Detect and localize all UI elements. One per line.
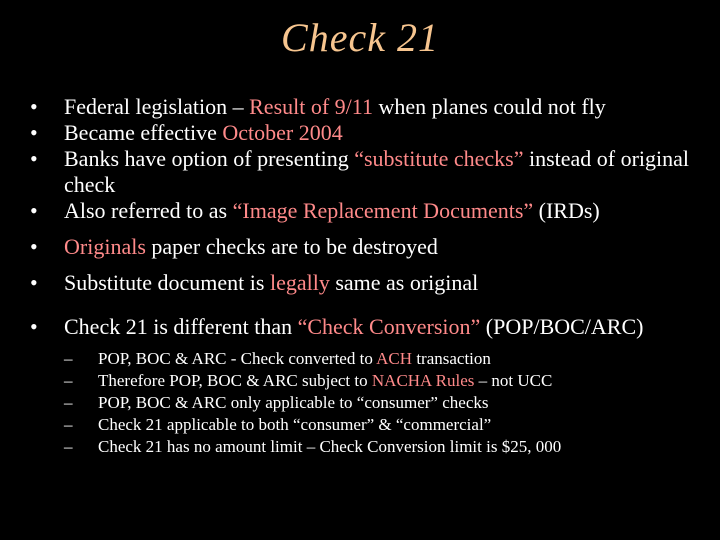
- bullet-item: [30, 120, 710, 146]
- bullet-text: instead of original check: [64, 146, 690, 197]
- bullet-text: Also referred to as: [64, 198, 233, 223]
- sub-bullet-marker: –: [64, 415, 73, 434]
- bullet-item: [30, 198, 710, 224]
- sub-bullet-marker: –: [64, 371, 73, 390]
- sub-bullet-item: [64, 392, 710, 414]
- sub-bullet-marker: –: [64, 393, 73, 412]
- bullet-item: [30, 146, 710, 198]
- sub-bullet-list: [64, 348, 710, 458]
- sub-bullet-text: POP, BOC & ARC - Check converted to: [98, 349, 377, 368]
- bullet-marker: •: [30, 314, 38, 339]
- sub-bullet-item: [64, 436, 710, 458]
- bullet-text: same as original: [329, 270, 479, 295]
- bullet-highlight: Result of 9/11: [249, 94, 373, 119]
- bullet-highlight: October 2004: [222, 120, 343, 145]
- bullet-text: Substitute document is: [64, 270, 270, 295]
- bullet-text: when planes could not fly: [372, 94, 606, 119]
- bullet-text: Became effective: [64, 120, 223, 145]
- sub-bullet-highlight: NACHA Rules: [371, 371, 475, 390]
- sub-bullet-marker: –: [64, 437, 73, 456]
- sub-bullet-text: – not UCC: [474, 371, 553, 390]
- sub-bullet-text: Check 21 has no amount limit – Check Conversion limit is $25, 000: [98, 437, 562, 456]
- bullet-text: paper checks are to be destroyed: [145, 234, 438, 259]
- bullet-highlight: “substitute checks”: [354, 146, 524, 171]
- bullet-highlight: Originals: [64, 234, 146, 259]
- bullet-text: Check 21 is different than: [64, 314, 298, 339]
- sub-bullet-text: transaction: [412, 349, 491, 368]
- sub-bullet-text: Check 21 applicable to both “consumer” & “commercial”: [98, 415, 492, 434]
- bullet-marker: •: [30, 120, 38, 145]
- bullet-text: Federal legislation –: [64, 94, 250, 119]
- bullet-marker: •: [30, 270, 38, 295]
- sub-bullet-text: Therefore POP, BOC & ARC subject to: [98, 371, 372, 390]
- bullet-highlight: legally: [269, 270, 330, 295]
- sub-bullet-marker: –: [64, 349, 73, 368]
- bullet-text: Banks have option of presenting: [64, 146, 355, 171]
- bullet-item: [30, 94, 710, 120]
- bullet-item: [30, 314, 710, 458]
- sub-bullet-text: POP, BOC & ARC only applicable to “consumer” checks: [98, 393, 489, 412]
- bullet-text: (IRDs): [533, 198, 600, 223]
- sub-bullet-item: [64, 348, 710, 370]
- bullet-text: (POP/BOC/ARC): [480, 314, 644, 339]
- bullet-list: [30, 94, 710, 458]
- bullet-marker: •: [30, 146, 38, 171]
- sub-bullet-item: [64, 370, 710, 392]
- bullet-marker: •: [30, 198, 38, 223]
- bullet-item: [30, 270, 710, 296]
- sub-bullet-item: [64, 414, 710, 436]
- bullet-highlight: “Image Replacement Documents”: [232, 198, 534, 223]
- bullet-marker: •: [30, 234, 38, 259]
- bullet-item: [30, 234, 710, 260]
- bullet-highlight: “Check Conversion”: [297, 314, 481, 339]
- slide-title: Check 21: [281, 15, 439, 60]
- bullet-marker: •: [30, 94, 38, 119]
- sub-bullet-highlight: ACH: [376, 349, 413, 368]
